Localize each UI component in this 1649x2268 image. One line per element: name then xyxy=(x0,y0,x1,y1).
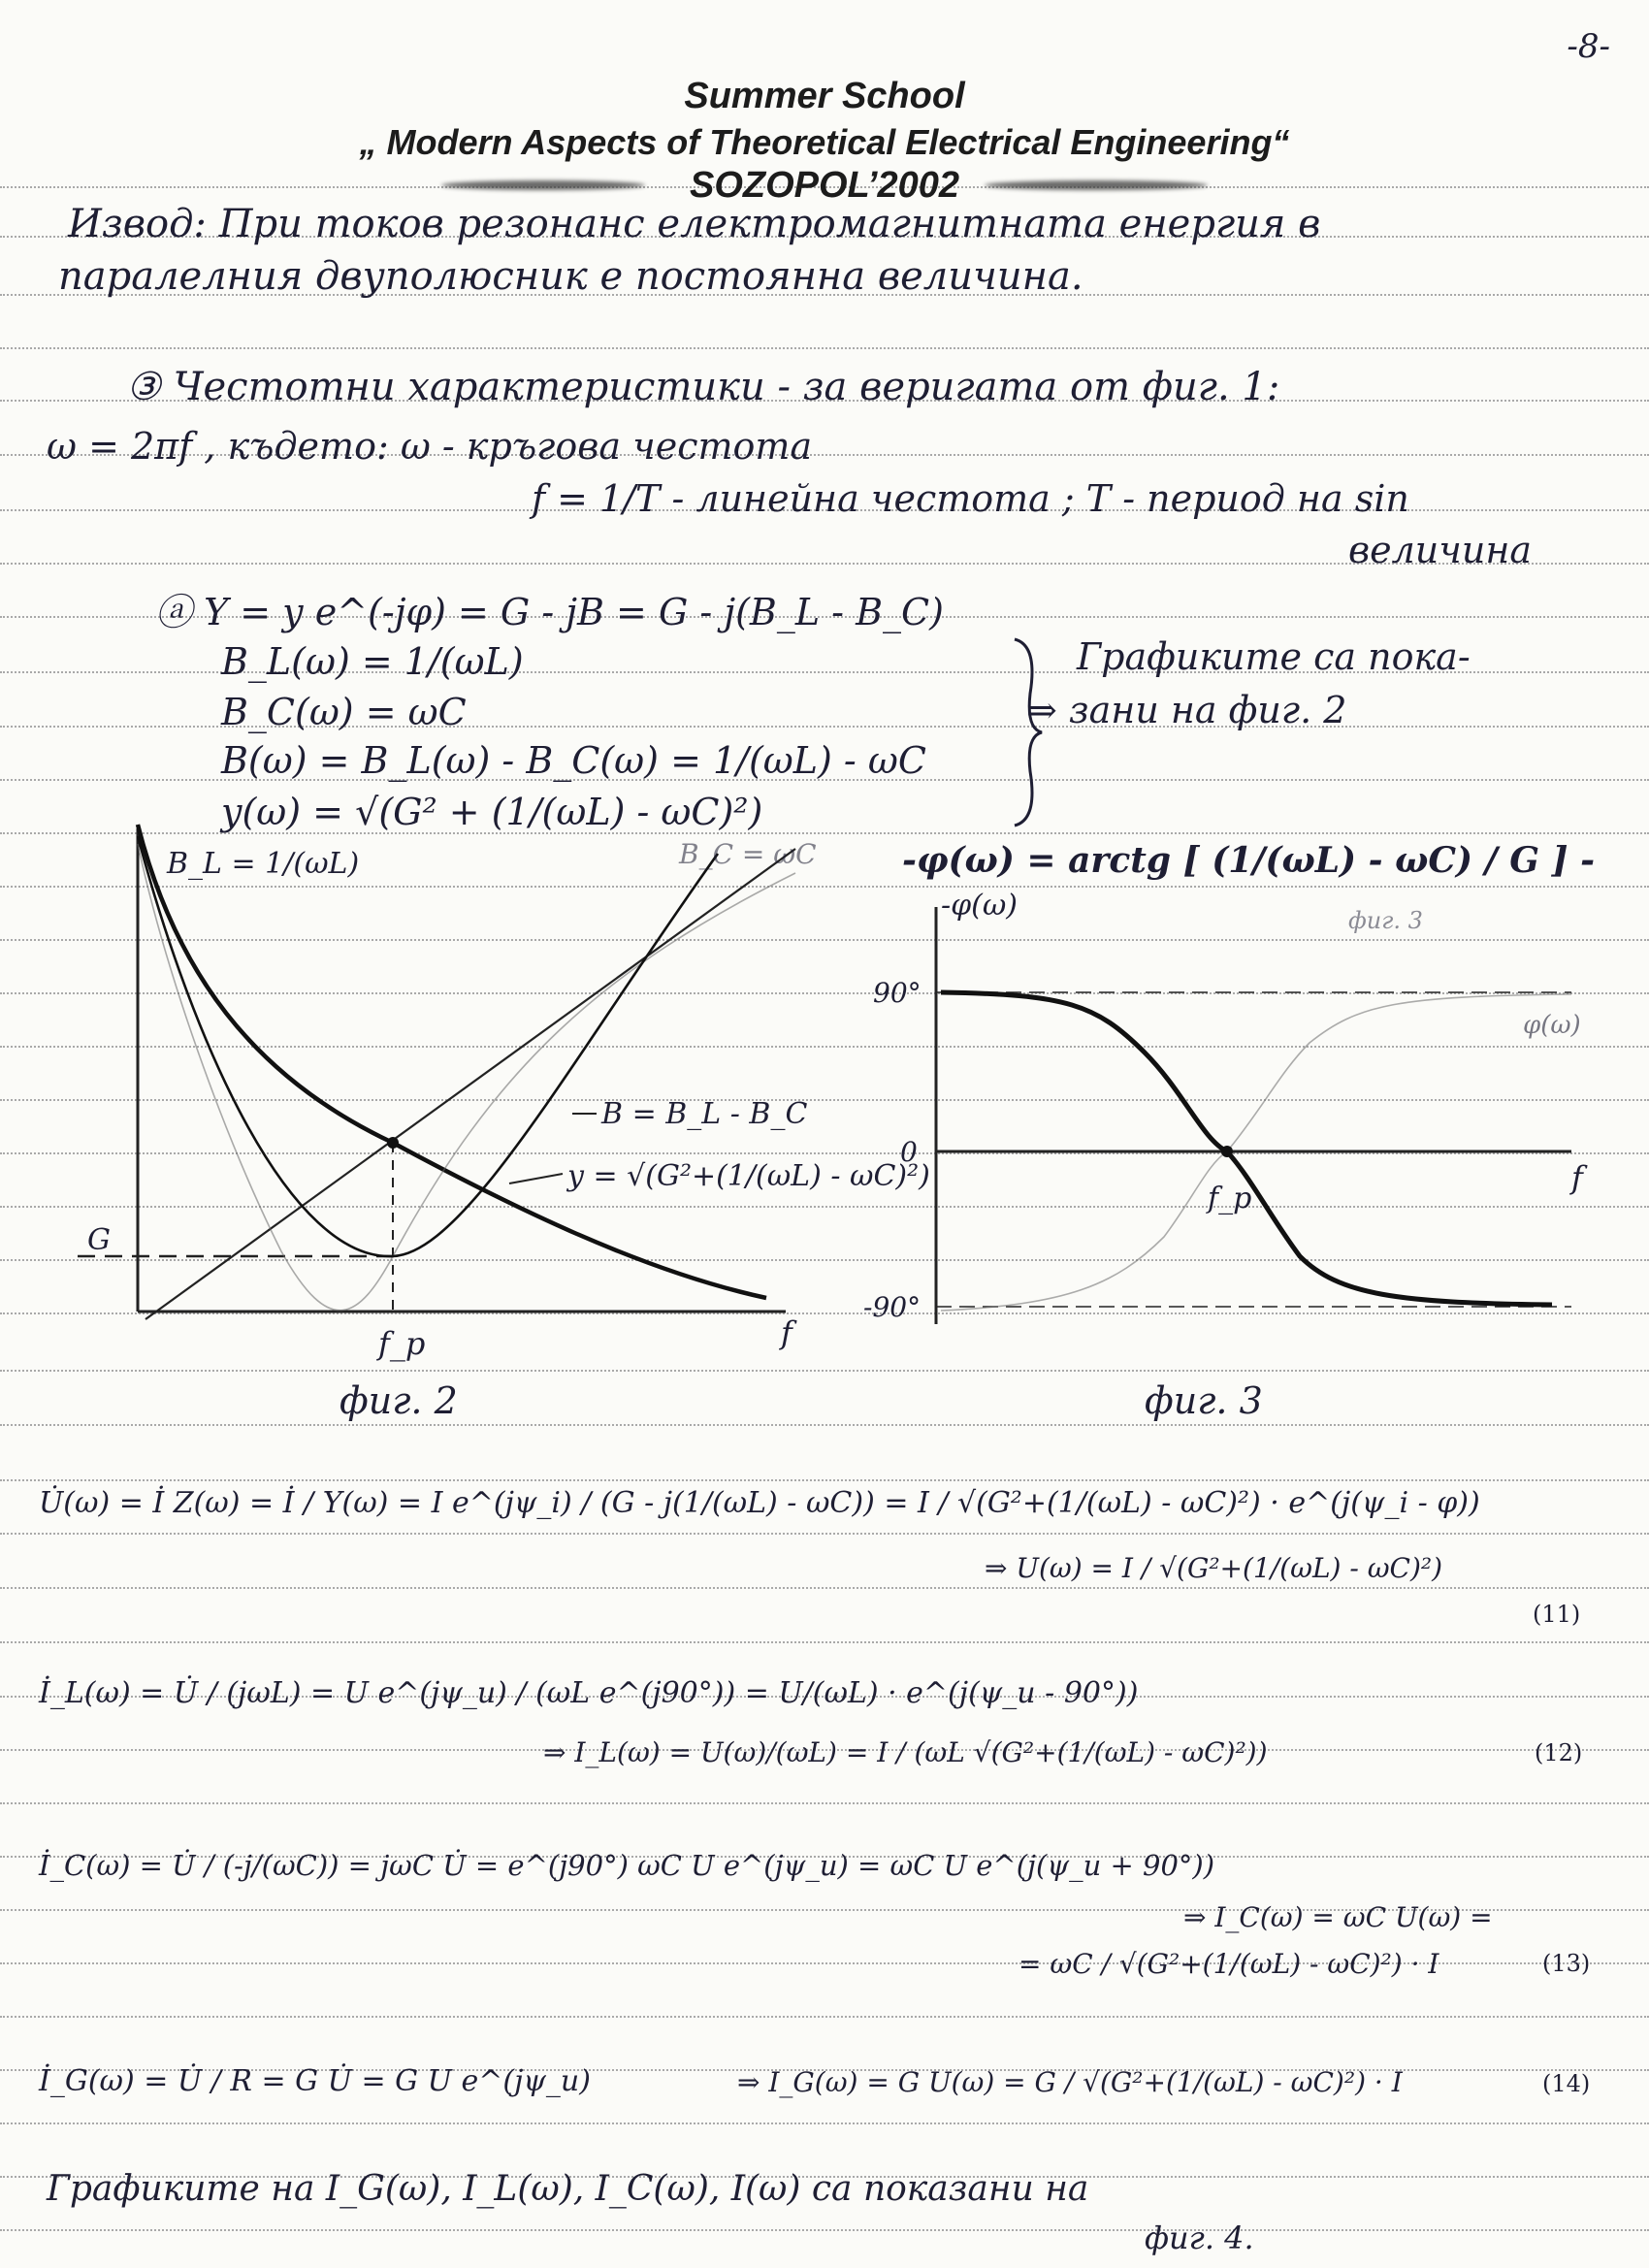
fig3-label-90: 90° xyxy=(873,977,922,1009)
fig3-label-phi: φ(ω) xyxy=(1523,1011,1581,1040)
fig2-y-curve xyxy=(138,836,718,1256)
graphs-note-line-2: ⇒ зани на фиг. 2 xyxy=(1026,689,1347,731)
voltage-result: ⇒ U(ω) = I / √(G²+(1/(ωL) - ωC)²) xyxy=(985,1552,1443,1584)
y-magnitude-equation: y(ω) = √(G² + (1/(ωL) - ωC)²) xyxy=(221,791,763,833)
curly-brace xyxy=(1009,635,1048,829)
fig2-label-bc: B_C = ωC xyxy=(679,838,817,870)
eq-number-14: (14) xyxy=(1542,2070,1591,2097)
section-3-title: ③ Честотни характеристики - за веригата от фиг. 1: xyxy=(126,365,1280,409)
conclusion-line-1: Извод: При токов резонанс електромагнитната енергия в xyxy=(68,202,1321,246)
capacitor-current-result-1: ⇒ I_C(ω) = ωC U(ω) = xyxy=(1183,1901,1493,1933)
fig2-pointer-y xyxy=(509,1174,563,1183)
inductor-current-equation: İ_L(ω) = U̇ / (jωL) = U e^(jψ_u) / (ωL e^(j90°)) = U/(ωL) · e^(j(ψ_u - 90°)) xyxy=(39,1676,1139,1710)
fig2-caption: фиг. 2 xyxy=(340,1379,458,1422)
fig2-b-curve xyxy=(138,844,795,1311)
page-number: -8- xyxy=(1567,27,1610,66)
fig3-label-0: 0 xyxy=(900,1136,918,1168)
fig3-label-fp: f_p xyxy=(1208,1182,1252,1215)
fig2-label-b: B = B_L - B_C xyxy=(601,1097,808,1131)
omega-definition: ω = 2πf , където: ω - кръгова честота xyxy=(47,425,813,468)
bl-equation: B_L(ω) = 1/(ωL) xyxy=(221,640,524,683)
fig3-label-axis: -φ(ω) xyxy=(941,889,1018,923)
phase-equation: -φ(ω) = arctg [ (1/(ωL) - ωC) / G ] - xyxy=(902,840,1596,881)
admittance-equation: ⓐ Y = y e^(-jφ) = G - jB = G - j(B_L - B_C) xyxy=(155,591,944,633)
conductance-current-equation: İ_G(ω) = U̇ / R = G U̇ = G U e^(jψ_u) xyxy=(39,2064,591,2098)
fig2-label-y: y = √(G²+(1/(ωL) - ωC)²) xyxy=(567,1159,930,1193)
fig3-label-m90: -90° xyxy=(863,1291,922,1323)
b-equation: B(ω) = B_L(ω) - B_C(ω) = 1/(ωL) - ωC xyxy=(221,739,926,782)
capacitor-current-equation: İ_C(ω) = U̇ / (-j/(ωC)) = jωC U̇ = e^(j90°) ωC U e^(jψ_u) = ωC U e^(j(ψ_u + 90°)) xyxy=(39,1849,1215,1882)
fig2-bc-line xyxy=(146,849,795,1319)
linear-frequency-definition-cont: величина xyxy=(1348,529,1533,571)
fig3-resonance-point xyxy=(1221,1146,1233,1157)
fig2-label-f: f xyxy=(781,1314,792,1351)
conductance-current-result: ⇒ I_G(ω) = G U(ω) = G / √(G²+(1/(ωL) - ωC)²) · I xyxy=(737,2066,1403,2098)
eq-number-13: (13) xyxy=(1542,1950,1591,1977)
fig3-label-f: f xyxy=(1571,1159,1583,1196)
fig3-caption: фиг. 3 xyxy=(1145,1379,1263,1422)
header-event: SOZOPOL’2002 xyxy=(689,165,960,206)
eq-number-11: (11) xyxy=(1533,1601,1581,1628)
fig2-resonance-point xyxy=(387,1137,399,1149)
figure-3 xyxy=(854,888,1591,1353)
fig3-minus-phi-curve xyxy=(941,992,1552,1305)
linear-frequency-definition: f = 1/T - линейна честота ; T - период на sin xyxy=(532,477,1409,520)
capacitor-current-result-2: = ωC / √(G²+(1/(ωL) - ωC)²) · I xyxy=(1018,1948,1439,1980)
fig2-label-g: G xyxy=(87,1223,111,1257)
graphs-note-line-1: Графиките са пока- xyxy=(1077,635,1471,678)
fig3-label-ref: фиг. 3 xyxy=(1348,907,1423,934)
header-subtitle: „ Modern Aspects of Theoretical Electrical Engineering“ xyxy=(359,122,1290,162)
closing-line-1: Графиките на I_G(ω), I_L(ω), I_C(ω), I(ω) са показани на xyxy=(47,2169,1089,2209)
inductor-current-result: ⇒ I_L(ω) = U(ω)/(ωL) = I / (ωL √(G²+(1/(ωL) - ωC)²)) xyxy=(543,1736,1268,1768)
voltage-equation: U̇(ω) = İ Z(ω) = İ / Y(ω) = I e^(jψ_i) / (G - j(1/(ωL) - ωC)) = I / √(G²+(1/(ωL) - ωC)²) · e^(j(ψ_i - φ)) xyxy=(39,1486,1480,1520)
fig2-label-fp: f_p xyxy=(378,1325,426,1362)
bc-equation: B_C(ω) = ωC xyxy=(221,691,467,733)
conclusion-line-2: паралелния двуполюсник е постоянна величина. xyxy=(58,254,1083,299)
fig2-bl-curve xyxy=(138,825,766,1298)
fig2-label-bl: B_L = 1/(ωL) xyxy=(167,847,360,881)
header-title: Summer School xyxy=(684,76,965,116)
closing-line-2: фиг. 4. xyxy=(1145,2219,1254,2256)
eq-number-12: (12) xyxy=(1535,1739,1583,1766)
